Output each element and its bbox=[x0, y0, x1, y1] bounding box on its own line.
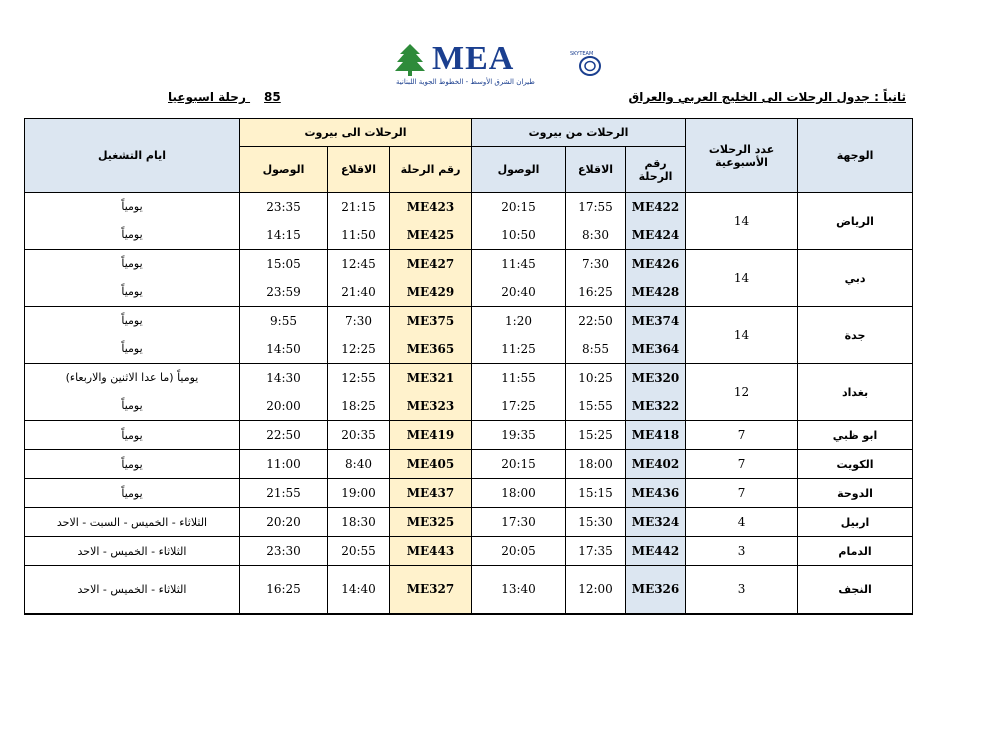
out-departure-cell: 18:00 bbox=[566, 450, 626, 479]
out-departure-cell: 16:25 bbox=[566, 278, 626, 307]
days-cell: يومياً bbox=[25, 193, 240, 221]
out-arrival-cell: 17:25 bbox=[472, 392, 566, 421]
header-from-beirut: الرحلات من بيروت bbox=[472, 119, 686, 147]
in-arrival-cell: 15:05 bbox=[240, 250, 328, 278]
weekly-total bbox=[168, 90, 281, 104]
in-departure-cell: 12:25 bbox=[328, 335, 390, 364]
in-arrival-cell: 20:20 bbox=[240, 508, 328, 537]
days-cell: يومياً bbox=[25, 278, 240, 307]
weekly-flights-cell: 7 bbox=[686, 479, 798, 508]
header-out-departure: الاقلاع bbox=[566, 147, 626, 193]
header-destination: الوجهة bbox=[798, 119, 913, 193]
cedar-tree-icon bbox=[392, 42, 428, 78]
in-departure-cell: 18:25 bbox=[328, 392, 390, 421]
table-row bbox=[25, 421, 913, 450]
header-weekly-flights: عدد الرحلات الأسبوعية bbox=[686, 119, 798, 193]
days-cell: يومياً (ما عدا الاثنين والاربعاء) bbox=[25, 364, 240, 392]
svg-text:SKYTEAM: SKYTEAM bbox=[570, 51, 594, 57]
out-departure-cell: 8:30 bbox=[566, 221, 626, 250]
weekly-flights-cell: 14 bbox=[686, 250, 798, 307]
in-arrival-cell: 14:50 bbox=[240, 335, 328, 364]
out-departure-cell: 15:25 bbox=[566, 421, 626, 450]
table-row bbox=[25, 250, 913, 278]
in-flight-no-cell: ME327 bbox=[390, 566, 472, 614]
in-arrival-cell: 9:55 bbox=[240, 307, 328, 335]
destination-cell: بغداد bbox=[798, 364, 913, 421]
out-flight-no-cell: ME428 bbox=[626, 278, 686, 307]
days-cell: يومياً bbox=[25, 421, 240, 450]
table-row bbox=[25, 479, 913, 508]
in-flight-no-cell: ME419 bbox=[390, 421, 472, 450]
out-arrival-cell: 20:05 bbox=[472, 537, 566, 566]
header-to-beirut: الرحلات الى بيروت bbox=[240, 119, 472, 147]
out-arrival-cell: 18:00 bbox=[472, 479, 566, 508]
out-flight-no-cell: ME442 bbox=[626, 537, 686, 566]
in-departure-cell: 18:30 bbox=[328, 508, 390, 537]
weekly-flights-cell: 3 bbox=[686, 537, 798, 566]
in-flight-no-cell: ME429 bbox=[390, 278, 472, 307]
in-arrival-cell: 16:25 bbox=[240, 566, 328, 614]
in-departure-cell: 12:45 bbox=[328, 250, 390, 278]
out-arrival-cell: 11:45 bbox=[472, 250, 566, 278]
out-arrival-cell: 1:20 bbox=[472, 307, 566, 335]
out-flight-no-cell: ME424 bbox=[626, 221, 686, 250]
days-cell: يومياً bbox=[25, 479, 240, 508]
in-departure-cell: 7:30 bbox=[328, 307, 390, 335]
out-arrival-cell: 20:15 bbox=[472, 450, 566, 479]
out-departure-cell: 7:30 bbox=[566, 250, 626, 278]
out-departure-cell: 15:30 bbox=[566, 508, 626, 537]
in-flight-no-cell: ME425 bbox=[390, 221, 472, 250]
out-arrival-cell: 19:35 bbox=[472, 421, 566, 450]
header-in-flight-no: رقم الرحلة bbox=[390, 147, 472, 193]
out-flight-no-cell: ME322 bbox=[626, 392, 686, 421]
in-flight-no-cell: ME423 bbox=[390, 193, 472, 221]
days-cell: يومياً bbox=[25, 335, 240, 364]
out-arrival-cell: 11:25 bbox=[472, 335, 566, 364]
destination-cell: جدة bbox=[798, 307, 913, 364]
out-departure-cell: 15:55 bbox=[566, 392, 626, 421]
out-arrival-cell: 13:40 bbox=[472, 566, 566, 614]
in-departure-cell: 11:50 bbox=[328, 221, 390, 250]
in-departure-cell: 19:00 bbox=[328, 479, 390, 508]
header-in-arrival: الوصول bbox=[240, 147, 328, 193]
in-flight-no-cell: ME365 bbox=[390, 335, 472, 364]
mea-logo bbox=[390, 40, 610, 96]
airline-tagline: طيران الشرق الأوسط - الخطوط الجوية اللبنانية bbox=[396, 78, 535, 86]
in-flight-no-cell: ME443 bbox=[390, 537, 472, 566]
out-flight-no-cell: ME324 bbox=[626, 508, 686, 537]
in-flight-no-cell: ME405 bbox=[390, 450, 472, 479]
out-departure-cell: 10:25 bbox=[566, 364, 626, 392]
out-flight-no-cell: ME402 bbox=[626, 450, 686, 479]
in-flight-no-cell: ME321 bbox=[390, 364, 472, 392]
out-departure-cell: 8:55 bbox=[566, 335, 626, 364]
in-flight-no-cell: ME323 bbox=[390, 392, 472, 421]
header-in-departure: الاقلاع bbox=[328, 147, 390, 193]
weekly-flights-cell: 7 bbox=[686, 450, 798, 479]
out-flight-no-cell: ME418 bbox=[626, 421, 686, 450]
in-flight-no-cell: ME427 bbox=[390, 250, 472, 278]
in-flight-no-cell: ME437 bbox=[390, 479, 472, 508]
out-flight-no-cell: ME320 bbox=[626, 364, 686, 392]
header-out-arrival: الوصول bbox=[472, 147, 566, 193]
in-arrival-cell: 14:15 bbox=[240, 221, 328, 250]
header-days: ايام التشغيل bbox=[25, 119, 240, 193]
in-arrival-cell: 21:55 bbox=[240, 479, 328, 508]
out-departure-cell: 17:35 bbox=[566, 537, 626, 566]
out-flight-no-cell: ME436 bbox=[626, 479, 686, 508]
out-arrival-cell: 10:50 bbox=[472, 221, 566, 250]
days-cell: يومياً bbox=[25, 307, 240, 335]
out-flight-no-cell: ME364 bbox=[626, 335, 686, 364]
table-row bbox=[25, 450, 913, 479]
days-cell: يومياً bbox=[25, 392, 240, 421]
skyteam-logo-icon bbox=[568, 48, 604, 78]
flight-schedule-table bbox=[24, 118, 913, 615]
in-arrival-cell: 14:30 bbox=[240, 364, 328, 392]
in-arrival-cell: 23:59 bbox=[240, 278, 328, 307]
out-flight-no-cell: ME326 bbox=[626, 566, 686, 614]
in-arrival-cell: 20:00 bbox=[240, 392, 328, 421]
destination-cell: الدمام bbox=[798, 537, 913, 566]
table-row bbox=[25, 307, 913, 335]
table-row bbox=[25, 537, 913, 566]
in-arrival-cell: 11:00 bbox=[240, 450, 328, 479]
weekly-flights-cell: 7 bbox=[686, 421, 798, 450]
out-arrival-cell: 17:30 bbox=[472, 508, 566, 537]
table-row bbox=[25, 364, 913, 392]
in-departure-cell: 20:55 bbox=[328, 537, 390, 566]
destination-cell: النجف bbox=[798, 566, 913, 614]
out-arrival-cell: 20:15 bbox=[472, 193, 566, 221]
schedule-body bbox=[25, 193, 913, 614]
weekly-flights-cell: 14 bbox=[686, 307, 798, 364]
out-departure-cell: 12:00 bbox=[566, 566, 626, 614]
in-arrival-cell: 23:35 bbox=[240, 193, 328, 221]
destination-cell: الكويت bbox=[798, 450, 913, 479]
out-flight-no-cell: ME422 bbox=[626, 193, 686, 221]
in-flight-no-cell: ME325 bbox=[390, 508, 472, 537]
in-departure-cell: 12:55 bbox=[328, 364, 390, 392]
destination-cell: دبي bbox=[798, 250, 913, 307]
destination-cell: الدوحة bbox=[798, 479, 913, 508]
in-departure-cell: 20:35 bbox=[328, 421, 390, 450]
weekly-flights-cell: 3 bbox=[686, 566, 798, 614]
in-departure-cell: 8:40 bbox=[328, 450, 390, 479]
out-departure-cell: 22:50 bbox=[566, 307, 626, 335]
mea-brand-text: MEA bbox=[432, 40, 515, 77]
table-row bbox=[25, 508, 913, 537]
out-departure-cell: 15:15 bbox=[566, 479, 626, 508]
days-cell: الثلاثاء - الخميس - الاحد bbox=[25, 566, 240, 614]
days-cell: يومياً bbox=[25, 221, 240, 250]
weekly-total-label: رحلة اسبوعيا bbox=[168, 90, 246, 104]
days-cell: الثلاثاء - الخميس - الاحد bbox=[25, 537, 240, 566]
in-arrival-cell: 22:50 bbox=[240, 421, 328, 450]
table-row bbox=[25, 566, 913, 614]
out-arrival-cell: 11:55 bbox=[472, 364, 566, 392]
days-cell: الثلاثاء - الخميس - السبت - الاحد bbox=[25, 508, 240, 537]
weekly-total-count: 85 bbox=[264, 90, 281, 104]
destination-cell: الرياض bbox=[798, 193, 913, 250]
days-cell: يومياً bbox=[25, 250, 240, 278]
header-out-flight-no: رقم الرحلة bbox=[626, 147, 686, 193]
destination-cell: اربيل bbox=[798, 508, 913, 537]
out-flight-no-cell: ME426 bbox=[626, 250, 686, 278]
in-departure-cell: 21:40 bbox=[328, 278, 390, 307]
destination-cell: ابو ظبي bbox=[798, 421, 913, 450]
out-flight-no-cell: ME374 bbox=[626, 307, 686, 335]
out-departure-cell: 17:55 bbox=[566, 193, 626, 221]
out-arrival-cell: 20:40 bbox=[472, 278, 566, 307]
table-row bbox=[25, 193, 913, 221]
in-arrival-cell: 23:30 bbox=[240, 537, 328, 566]
in-departure-cell: 14:40 bbox=[328, 566, 390, 614]
weekly-flights-cell: 14 bbox=[686, 193, 798, 250]
in-departure-cell: 21:15 bbox=[328, 193, 390, 221]
weekly-flights-cell: 4 bbox=[686, 508, 798, 537]
in-flight-no-cell: ME375 bbox=[390, 307, 472, 335]
weekly-flights-cell: 12 bbox=[686, 364, 798, 421]
days-cell: يومياً bbox=[25, 450, 240, 479]
page-title: ثانياً : جدول الرحلات الى الخليج العربي والعراق bbox=[628, 90, 906, 104]
